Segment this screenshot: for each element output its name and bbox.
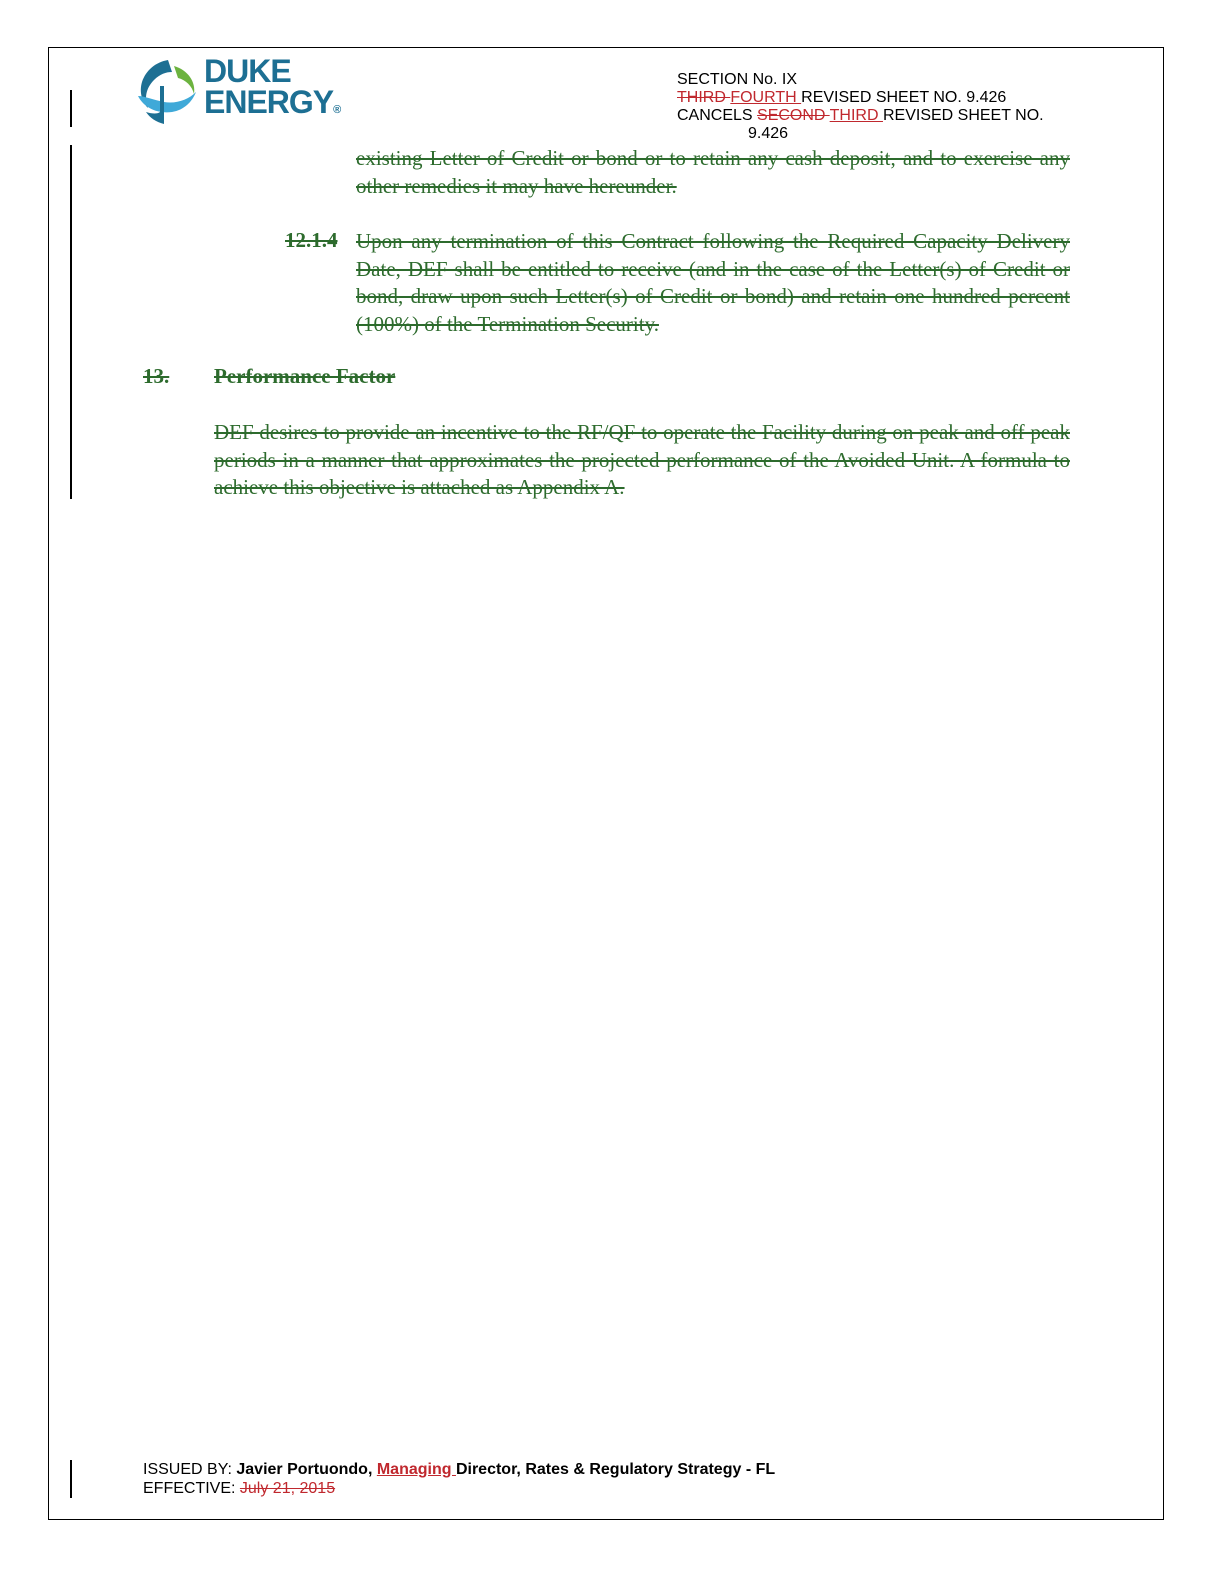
clause-number: 12.1.4 [285, 228, 338, 252]
cancels-label: CANCELS [677, 107, 758, 124]
change-bar-body [70, 145, 72, 499]
logo-word-energy-text: ENERGY [204, 84, 334, 120]
cancels-number: 9.426 [748, 125, 789, 142]
issued-by-line [143, 1461, 775, 1480]
issued-inserted-text: Managing [376, 1461, 456, 1478]
issued-title: Director, Rates & Regulatory Strategy - FL [455, 1461, 776, 1478]
registered-mark: ® [333, 104, 342, 116]
continued-paragraph [356, 145, 1070, 200]
duke-energy-logo [134, 53, 344, 128]
section-paragraph-text: DEF desires to provide an incentive to the RF/QF to operate the Facility during on peak and off peak periods in a manner that approximates the projected performance of the Avoided Unit. A formula to achieve this objective is attached as Appendix A. [214, 420, 1070, 499]
issued-label: ISSUED BY: [143, 1461, 237, 1478]
continued-paragraph-text: existing Letter of Credit or bond or to retain any cash deposit, and to exercise any other remedies it may have hereunder. [356, 146, 1070, 198]
issued-name: Javier Portuondo, [236, 1461, 377, 1478]
sheet-header [677, 71, 1044, 143]
duke-energy-logo-icon [134, 56, 200, 128]
change-bar-footer [70, 1460, 72, 1498]
section-line: SECTION No. IX [677, 71, 798, 88]
cancels-rest-text: REVISED SHEET NO. [882, 107, 1044, 124]
sheet-rest-text: REVISED SHEET NO. 9.426 [801, 89, 1007, 106]
sheet-inserted-text: FOURTH [730, 89, 802, 106]
section-number: 13. [143, 364, 170, 388]
revised-sheet-line [677, 89, 1044, 107]
sheet-deleted-text: THIRD [677, 89, 731, 106]
cancels-deleted-text: SECOND [757, 107, 830, 124]
effective-label: EFFECTIVE: [143, 1479, 240, 1497]
cancels-line [677, 107, 1044, 125]
effective-line [143, 1480, 775, 1499]
clause-paragraph [356, 228, 1070, 338]
logo-word-duke: DUKE [204, 53, 291, 89]
effective-deleted-date: July 21, 2015 [239, 1479, 336, 1497]
clause-paragraph-text: Upon any termination of this Contract following the Required Capacity Delivery Date, DEF shall be entitled to receive (and in the case of the Letter(s) of Credit or bond, draw upon such Letter(s) of Credit or bond) and retain one hundred percent (100%) of the Termination Security. [356, 229, 1070, 336]
logo-word-energy [204, 84, 342, 126]
sheet-footer [143, 1461, 775, 1498]
section-title: Performance Factor [214, 364, 396, 388]
logo-wordmark [204, 53, 342, 126]
cancels-inserted-text: THIRD [829, 107, 883, 124]
change-bar-header [70, 90, 72, 127]
section-paragraph [214, 419, 1070, 502]
